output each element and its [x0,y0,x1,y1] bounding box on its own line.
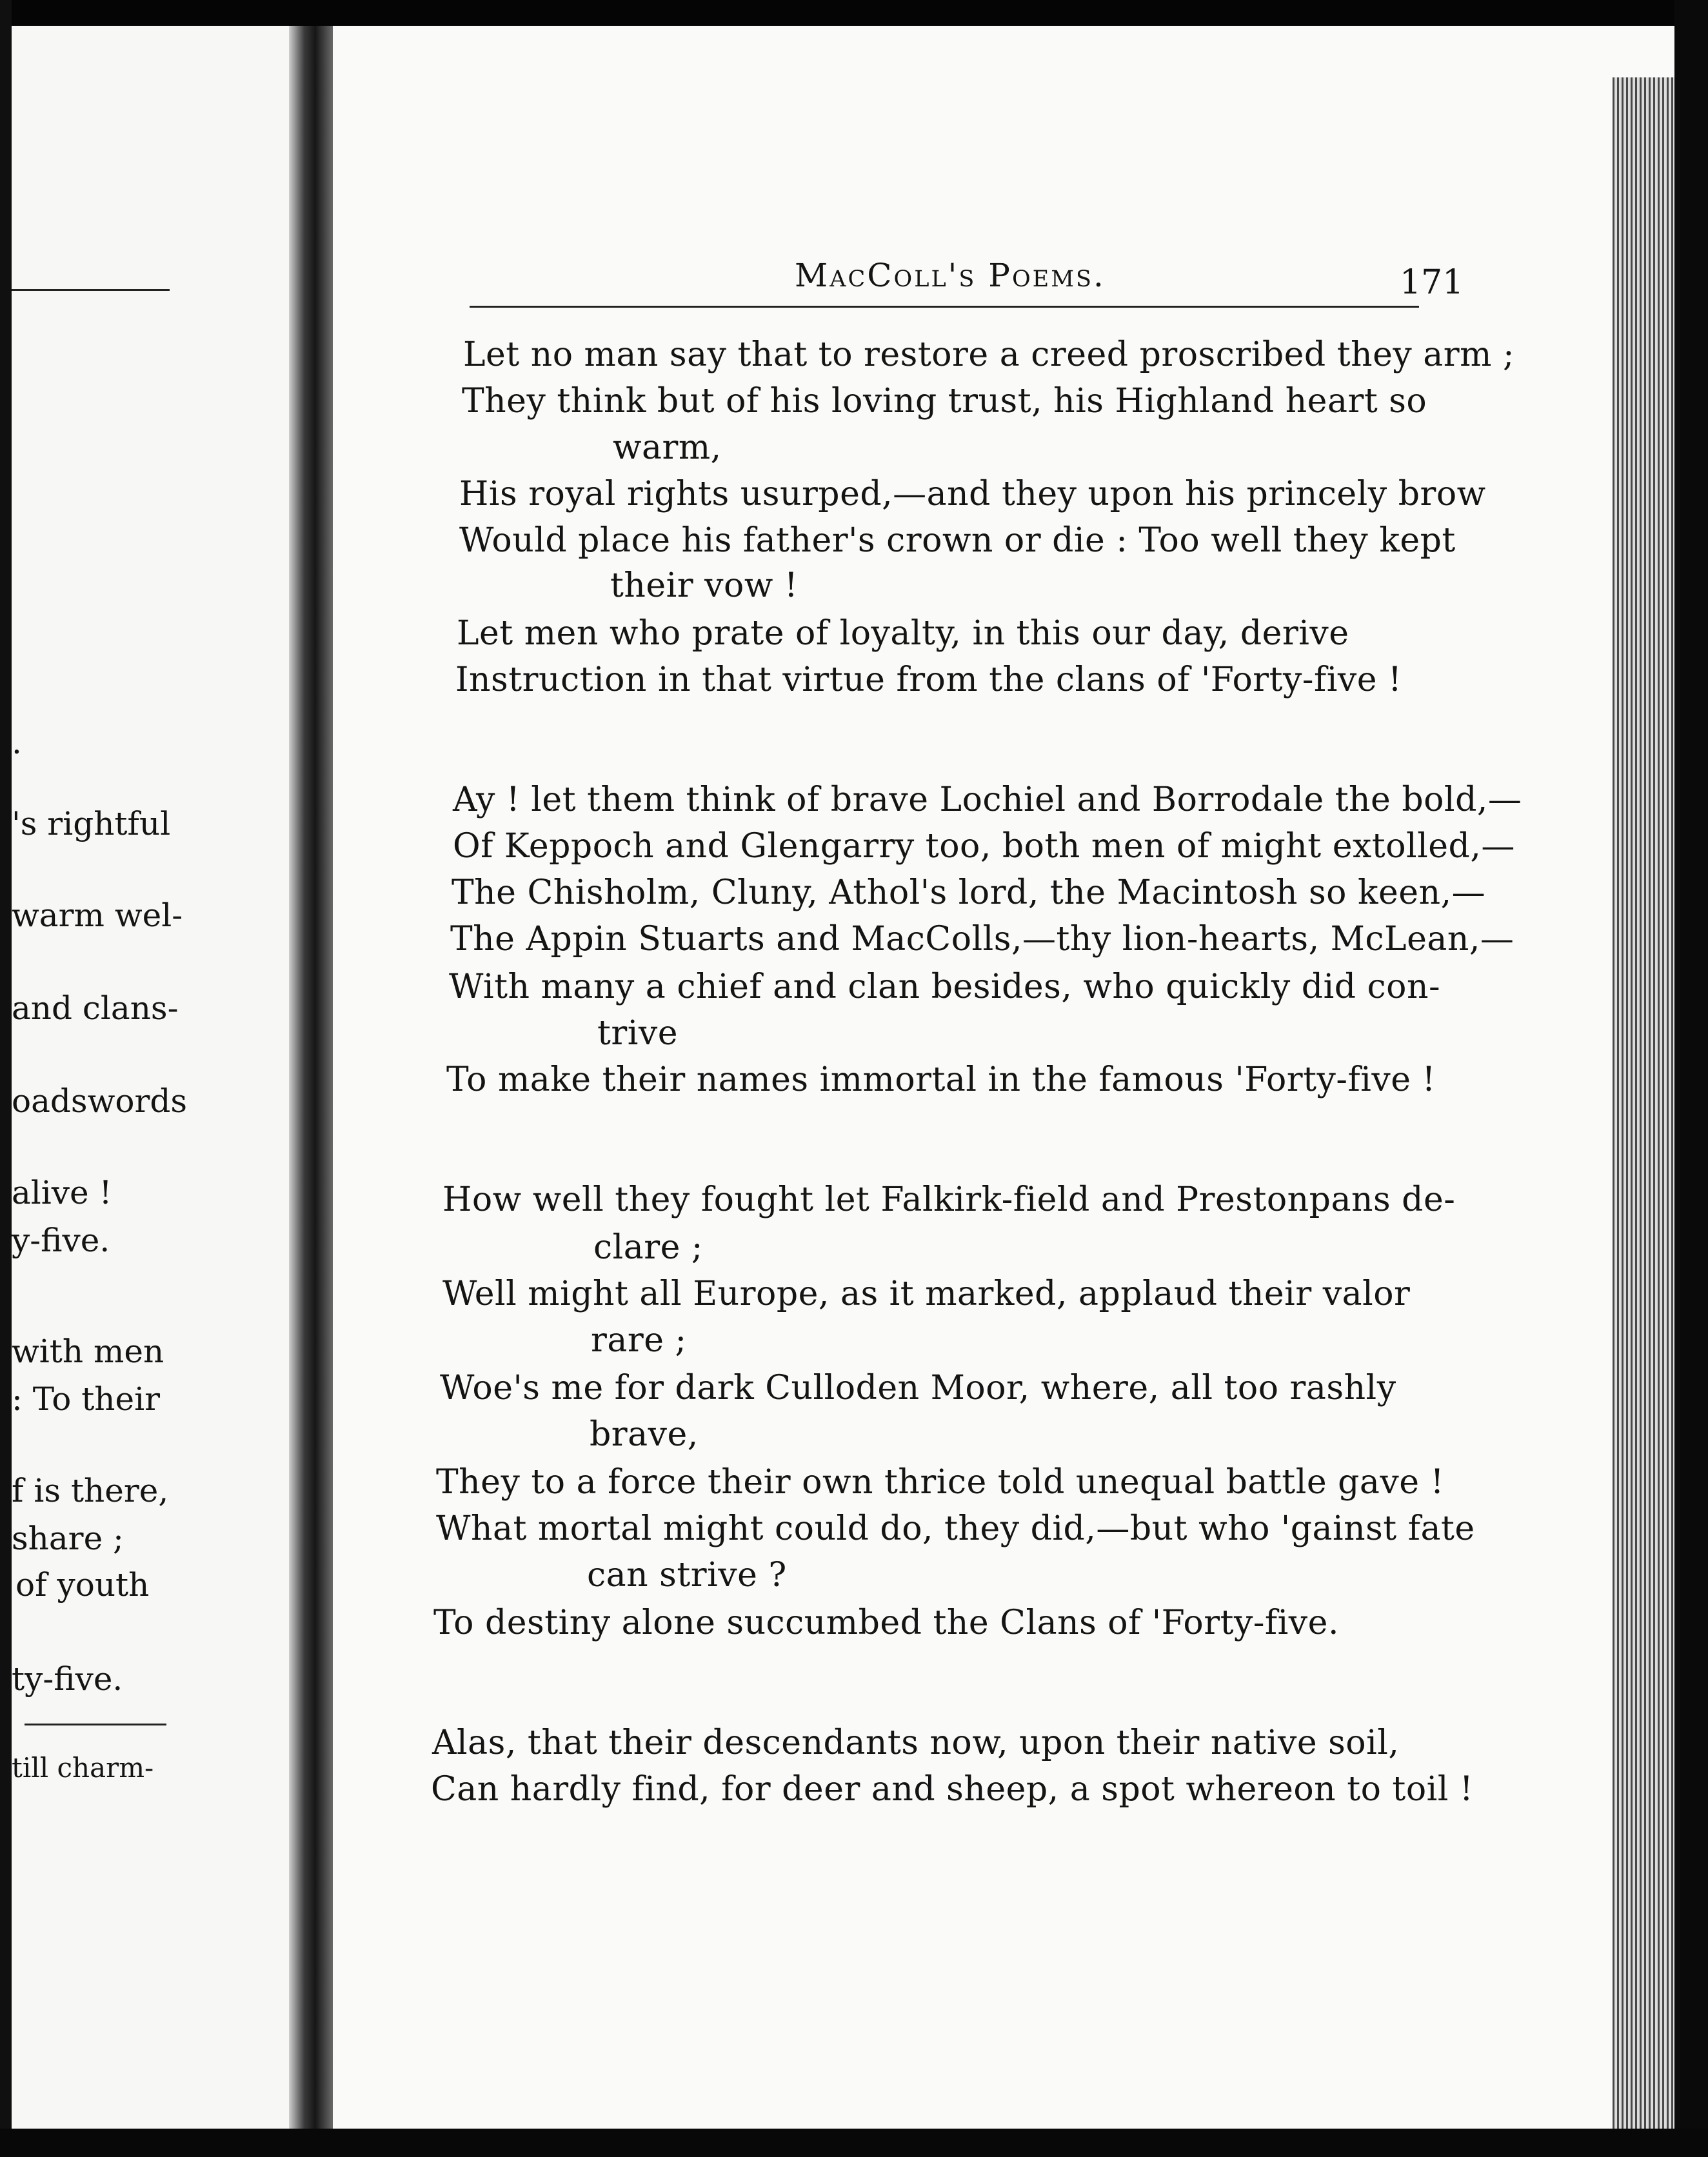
left-line-fragment: warm wel- [12,897,183,934]
scan-border-right [1674,0,1708,2157]
poem-line: brave, [590,1415,699,1454]
poem-line: can strive ? [587,1556,787,1595]
poem-line: Instruction in that virtue from the clans of 'Forty-five ! [455,661,1402,699]
poem-line: Well might all Europe, as it marked, applaud their valor [442,1275,1411,1313]
poem-line: Ay ! let them think of brave Lochiel and Borrodale the bold,— [453,780,1522,819]
page-number: 171 [1400,263,1464,302]
left-line-fragment: : To their [12,1380,160,1418]
running-head: MacColl's Poems. [795,257,1106,294]
poem-line: With many a chief and clan besides, who quickly did con- [449,968,1441,1006]
left-page-mark: . [12,724,22,761]
poem-line: trive [597,1014,679,1053]
left-line-fragment: of youth [15,1566,150,1604]
left-line-fragment: y-five. [12,1222,110,1259]
left-line-fragment: with men [12,1333,164,1370]
left-line-fragment: and clans- [12,989,179,1027]
poem-line: The Chisholm, Cluny, Athol's lord, the Macintosh so keen,— [452,873,1486,912]
poem-line: Let men who prate of loyalty, in this our day, derive [457,614,1349,653]
left-line-fragment: ty-five. [12,1660,123,1698]
scan-border-bottom [0,2129,1708,2157]
poem-line: To destiny alone succumbed the Clans of 'Forty-five. [433,1604,1339,1642]
poem-line: Can hardly find, for deer and sheep, a spot whereon to toil ! [431,1770,1474,1809]
poem-line: They think but of his loving trust, his Highland heart so [462,382,1427,421]
poem-line: Woe's me for dark Culloden Moor, where, all too rashly [440,1369,1396,1407]
left-line-fragment: 's rightful [12,805,171,842]
left-line-fragment: alive ! [12,1174,112,1211]
poem-line: To make their names immortal in the famous 'Forty-five ! [446,1060,1436,1099]
left-line-fragment: share ; [12,1520,124,1557]
poem-line: warm, [613,428,722,467]
poem-line: How well they fought let Falkirk-field and Prestonpans de- [442,1180,1456,1219]
poem-line: Would place his father's crown or die : Too well they kept [459,521,1456,560]
poem-line: Let no man say that to restore a creed proscribed they arm ; [463,335,1514,374]
poem-line: His royal rights usurped,—and they upon his princely brow [459,475,1486,513]
poem-line: They to a force their own thrice told unequal battle gave ! [436,1463,1444,1502]
poem-line: their vow ! [610,566,799,605]
poem-line: The Appin Stuarts and MacColls,—thy lion-hearts, McLean,— [450,920,1514,959]
poem-line: rare ; [591,1321,687,1360]
left-line-fragment: oadswords [12,1082,188,1120]
left-footnote-fragment: till charm- [12,1752,154,1784]
poem-line: clare ; [593,1228,703,1267]
left-line-fragment: f is there, [12,1472,169,1509]
poem-line: Alas, that their descendants now, upon their native soil, [432,1724,1400,1762]
poem-line: What mortal might could do, they did,—but who 'gainst fate [436,1509,1475,1548]
poem-line: Of Keppoch and Glengarry too, both men of might extolled,— [453,827,1515,866]
